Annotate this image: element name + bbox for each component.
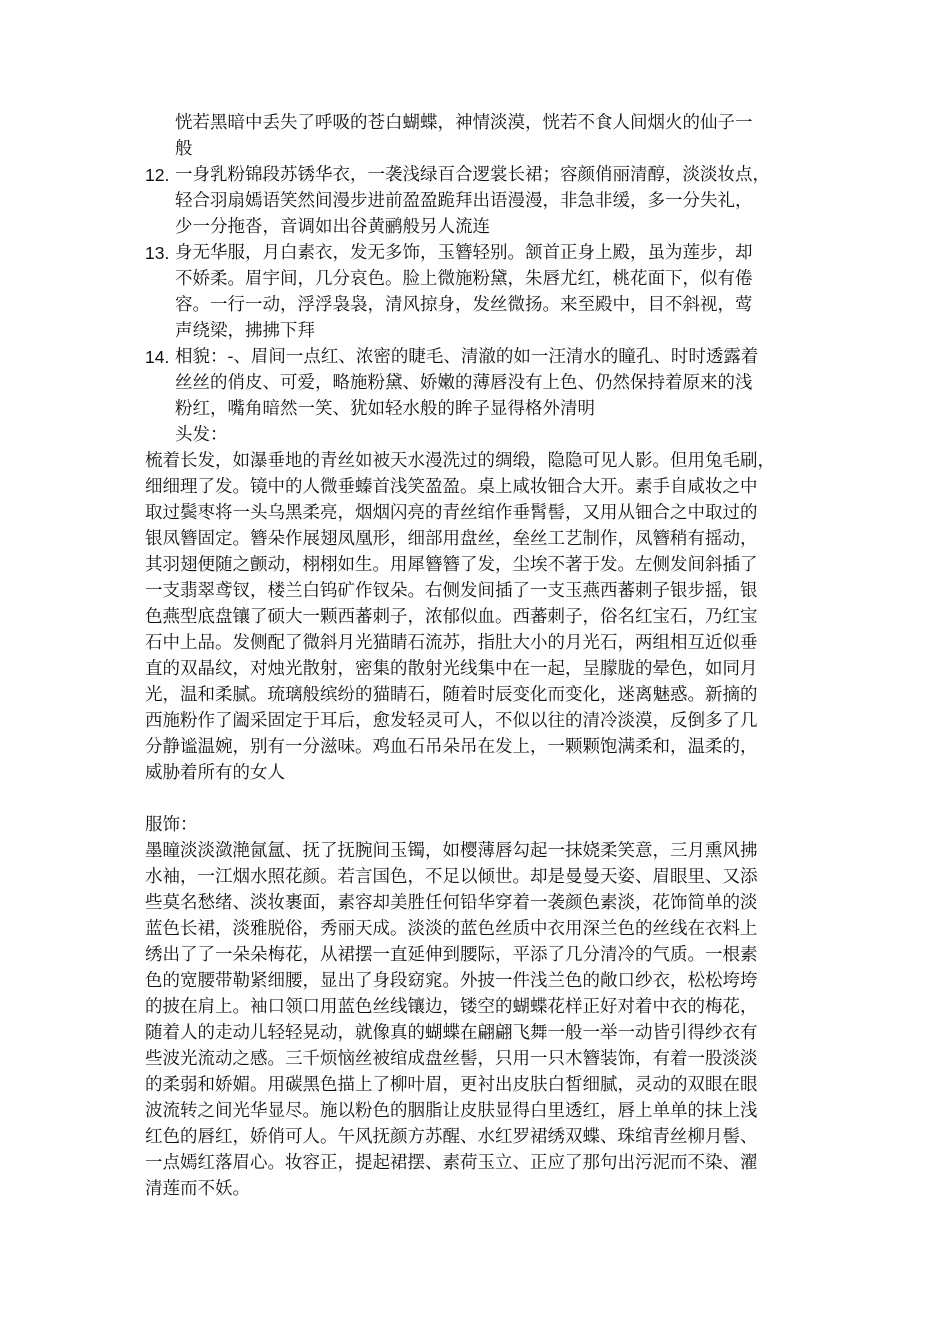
text-line: 直的双晶纹，对烛光散射，密集的散射光线集中在一起，呈朦胧的晕色，如同月 bbox=[145, 659, 758, 679]
list-item-14 bbox=[145, 344, 810, 422]
text-line: 一点嫣红落眉心。妆容正，提起裙摆、素荷玉立、正应了那句出污泥而不染、濯 bbox=[145, 1153, 758, 1173]
document-page bbox=[145, 110, 810, 1202]
list-number: 13. bbox=[145, 243, 170, 263]
text-line: 声绕梁，拂拂下拜 bbox=[175, 321, 315, 341]
list-item-13 bbox=[145, 240, 810, 344]
list-item-12 bbox=[145, 162, 810, 240]
text-line: 的披在肩上。袖口领口用蓝色丝线镶边，镂空的蝴蝶花样正好对着中衣的梅花， bbox=[145, 997, 758, 1017]
text-line: 容。一行一动，浮浮袅袅，清风掠身，发丝微扬。来至殿中，目不斜视，莺 bbox=[175, 295, 753, 315]
text-line: 威胁着所有的女人 bbox=[145, 763, 285, 783]
list-number: 12. bbox=[145, 165, 170, 185]
text-line: 般 bbox=[175, 139, 193, 159]
text-line: 绣出了了一朵朵梅花，从裙摆一直延伸到腰际，平添了几分清冷的气质。一根素 bbox=[145, 945, 758, 965]
text-line: 取过鬓枣将一头乌黑柔亮，烟烟闪亮的青丝绾作垂髾髻，又用从钿合之中取过的 bbox=[145, 503, 758, 523]
text-line: 色的宽腰带勒紧细腰，显出了身段窈窕。外披一件浅兰色的敞口纱衣，松松垮垮 bbox=[145, 971, 758, 991]
text-line: 光，温和柔腻。琉璃般缤纷的猫睛石，随着时辰变化而变化，迷离魅惑。新摘的 bbox=[145, 685, 758, 705]
text-line: 蓝色长裙，淡雅脱俗，秀丽天成。淡淡的蓝色丝质中衣用深兰色的丝线在衣料上 bbox=[145, 919, 758, 939]
text-line: 梳着长发，如瀑垂地的青丝如被天水漫洗过的绸缎，隐隐可见人影。但用兔毛刷， bbox=[145, 451, 775, 471]
clothing-heading: 服饰： bbox=[145, 815, 198, 835]
hair-heading: 头发： bbox=[175, 425, 228, 445]
text-line: 波流转之间光华显尽。施以粉色的胭脂让皮肤显得白里透红，唇上单单的抹上浅 bbox=[145, 1101, 758, 1121]
text-line: 分静谧温婉，别有一分滋味。鸡血石吊朵吊在发上，一颗颗饱满柔和，温柔的， bbox=[145, 737, 758, 757]
clothing-heading-block bbox=[145, 812, 810, 838]
text-line: 墨瞳淡淡潋滟氤氲、抚了抚腕间玉镯，如樱薄唇勾起一抹娆柔笑意，三月熏风拂 bbox=[145, 841, 758, 861]
text-line: 粉红，嘴角暗然一笑、犹如轻水般的眸子显得格外清明 bbox=[175, 399, 595, 419]
text-line: 银凤簪固定。簪朵作展翅凤凰形，细部用盘丝，垒丝工艺制作，凤簪稍有摇动， bbox=[145, 529, 758, 549]
text-line: 红色的唇红，娇俏可人。午风抚颜方苏醒、水红罗裙绣双蝶、珠绾青丝柳月髻、 bbox=[145, 1127, 758, 1147]
text-line: 随着人的走动儿轻轻晃动，就像真的蝴蝶在翩翩飞舞一般一举一动皆引得纱衣有 bbox=[145, 1023, 758, 1043]
text-line: 些莫名愁绪、淡妆裹面，素容却美胜任何铅华穿着一袭颜色素淡，花饰简单的淡 bbox=[145, 893, 758, 913]
text-line: 些波光流动之感。三千烦恼丝被绾成盘丝髻，只用一只木簪装饰，有着一股淡淡 bbox=[145, 1049, 758, 1069]
text-line: 轻合羽扇嫣语笑然间漫步进前盈盈跪拜出语漫漫，非急非缓，多一分失礼， bbox=[175, 191, 753, 211]
hair-paragraph bbox=[145, 448, 810, 786]
text-line: 相貌：-、眉间一点红、浓密的睫毛、清澈的如一汪清水的瞳孔、时时透露着 bbox=[175, 347, 759, 367]
clothing-paragraph bbox=[145, 838, 810, 1202]
text-line: 一身乳粉锦段苏锈华衣，一袭浅绿百合逻裳长裙；容颜俏丽清醇，淡淡妆点， bbox=[175, 165, 770, 185]
text-line: 其羽翅便随之颤动，栩栩如生。用犀簪簪了发，尘埃不著于发。左侧发间斜插了 bbox=[145, 555, 758, 575]
text-line: 不娇柔。眉宇间，几分哀色。脸上微施粉黛，朱唇尤红，桃花面下，似有倦 bbox=[175, 269, 753, 289]
hair-heading-block bbox=[145, 422, 810, 448]
text-line: 身无华服，月白素衣，发无多饰，玉簪轻别。颔首正身上殿，虽为莲步，却 bbox=[175, 243, 753, 263]
text-line: 一支翡翠鸢钗，楼兰白钨矿作钗朵。右侧发间插了一支玉燕西蕃刺子银步摇，银 bbox=[145, 581, 758, 601]
text-line: 恍若黑暗中丢失了呼吸的苍白蝴蝶，神情淡漠，恍若不食人间烟火的仙子一 bbox=[175, 113, 753, 133]
text-line: 少一分拖沓，音调如出谷黄鹂般另人流连 bbox=[175, 217, 490, 237]
list-number: 14. bbox=[145, 347, 170, 367]
text-line: 清莲而不妖。 bbox=[145, 1179, 250, 1199]
text-line: 西施粉作了阖采固定于耳后，愈发轻灵可人，不似以往的清冷淡漠，反倒多了几 bbox=[145, 711, 758, 731]
text-line: 石中上品。发侧配了微斜月光猫睛石流苏，指肚大小的月光石，两组相互近似垂 bbox=[145, 633, 758, 653]
paragraph-gap bbox=[145, 786, 810, 812]
text-line: 水袖，一江烟水照花颜。若言国色，不足以倾世。却是曼曼天姿、眉眼里、又添 bbox=[145, 867, 758, 887]
text-line: 丝丝的俏皮、可爱，略施粉黛、娇嫩的薄唇没有上色、仍然保持着原来的浅 bbox=[175, 373, 753, 393]
continuation-paragraph bbox=[145, 110, 810, 162]
text-line: 色燕型底盘镶了硕大一颗西蕃刺子，浓郁似血。西蕃刺子，俗名红宝石，乃红宝 bbox=[145, 607, 758, 627]
text-line: 细细理了发。镜中的人微垂螓首浅笑盈盈。桌上咸妆钿合大开。素手自咸妆之中 bbox=[145, 477, 758, 497]
text-line: 的柔弱和娇媚。用碳黑色描上了柳叶眉，更衬出皮肤白皙细腻，灵动的双眼在眼 bbox=[145, 1075, 758, 1095]
